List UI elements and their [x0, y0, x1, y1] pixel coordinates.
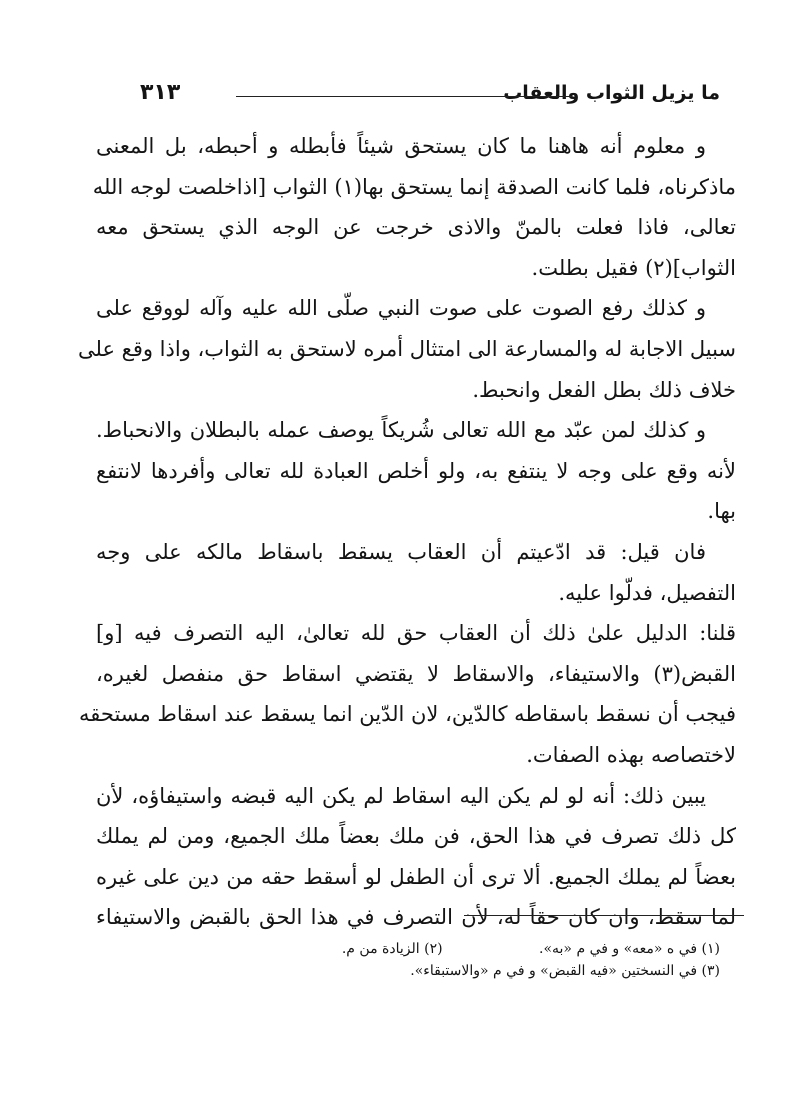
text-line: بها.: [707, 499, 736, 524]
footnote-3: (٣) في النسختين «فيه القبض» و في م «والاستبقاء».: [410, 963, 720, 979]
text-line: و كذلك لمن عبّد مع الله تعالى شُريكاً يوصف عمله بالبطلان والانحباط.: [96, 418, 706, 443]
text-line: يبين ذلك: أنه لو لم يكن اليه اسقاط لم يكن اليه قبضه واستيفاؤه، لأن: [96, 783, 706, 808]
header-rule: [236, 96, 572, 97]
text-line: سبيل الاجابة له والمسارعة الى امتثال أمره لاستحق به الثواب، واذا وقع على: [77, 336, 736, 361]
footnote-2: (٢) الزيادة من م.: [341, 941, 443, 957]
text-line: و كذلك رفع الصوت على صوت النبي صلّى الله عليه وآله لووقع على: [96, 296, 706, 321]
body-text: [77, 126, 736, 938]
footnotes: [180, 938, 720, 982]
text-line: و معلوم أنه هاهنا ما كان يستحق شيئاً فأبطله و أحبطه، بل المعنى: [96, 134, 706, 158]
footnote-row: [180, 938, 720, 960]
page-header: [140, 80, 720, 112]
text-line: لاختصاصه بهذه الصفات.: [526, 742, 736, 767]
text-line: القبض(٣) والاستيفاء، والاسقاط لا يقتضي اسقاط حق منفصل لغيره،: [96, 661, 736, 686]
text-line: ماذكرناه، فلما كانت الصدقة إنما يستحق بها(١) الثواب [اذاخلصت لوجه الله: [92, 174, 736, 199]
footnote-1: (١) في ه «معه» و في م «به».: [539, 941, 720, 957]
text-line: خلاف ذلك بطل الفعل وانحبط.: [472, 377, 736, 402]
footnote-rule: [464, 915, 744, 916]
text-line: قلنا: الدليل علىٰ ذلك أن العقاب حق لله تعالىٰ، اليه التصرف فيه [و]: [96, 621, 736, 646]
text-line: الثواب](٢) فقيل بطلت.: [531, 255, 736, 280]
text-line: التفصيل، فدلّوا عليه.: [558, 580, 736, 605]
text-line: فيجب أن نسقط باسقاطه كالدّين، لان الدّين انما يسقط عند اسقاط مستحقه: [79, 702, 736, 727]
text-line: كل ذلك تصرف في هذا الحق، فن ملك بعضاً ملك الجميع، ومن لم يملك: [96, 824, 736, 849]
text-line: بعضاً لم يملك الجميع. ألا ترى أن الطفل لو أسقط حقه من دين على غيره: [96, 864, 736, 889]
text-line: لأنه وقع على وجه لا ينتفع به، ولو أخلص العبادة لله تعالى وأفردها لانتفع: [96, 458, 736, 483]
page-number: ٣١٣: [140, 80, 181, 105]
text-line: لما سقط، وان كان حقاً له، لأن التصرف في هذا الحق بالقبض والاستيفاء: [96, 905, 736, 930]
text-line: تعالى، فاذا فعلت بالمنّ والاذى خرجت عن الوجه الذي يستحق معه: [96, 215, 736, 240]
running-title: ما يزيل الثواب والعقاب: [503, 82, 720, 104]
footnote-row: [180, 960, 720, 982]
text-line: فان قيل: قد ادّعيتم أن العقاب يسقط باسقاط مالكه على وجه: [96, 539, 706, 564]
